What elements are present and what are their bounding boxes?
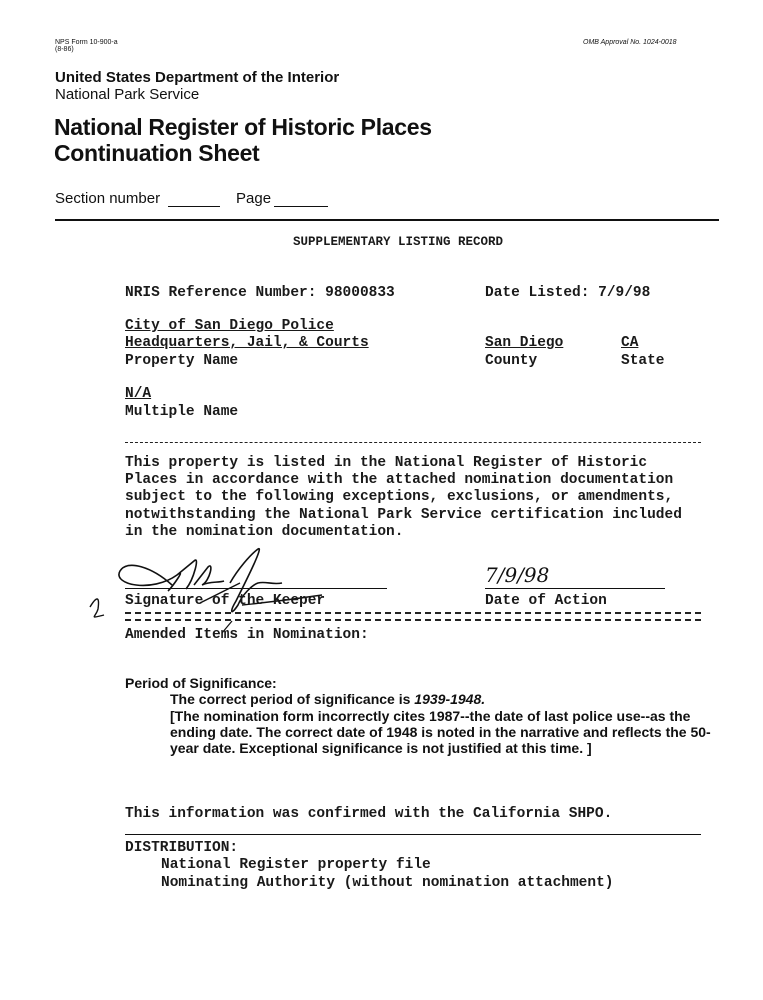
signature-label: Signature of the Keeper bbox=[125, 593, 326, 609]
state-label: State bbox=[621, 353, 665, 369]
record-heading: SUPPLEMENTARY LISTING RECORD bbox=[293, 235, 504, 249]
dashed-separator bbox=[125, 442, 701, 443]
section-number-label: Section number bbox=[55, 190, 161, 207]
form-date: (8-86) bbox=[55, 46, 74, 53]
amendment-note-line-2: ending date. The correct date of 1948 is noted in the narrative and reflects the 50- bbox=[170, 724, 711, 740]
amendment-note-line-1: [The nomination form incorrectly cites 1987--the date of last police use--as the bbox=[170, 708, 691, 724]
amendment-note-line-3: year date. Exceptional significance is not justified at this time. ] bbox=[170, 740, 592, 756]
statement-line-3: subject to the following exceptions, exclusions, or amendments, bbox=[125, 489, 674, 505]
property-name-line2: Headquarters, Jail, & Courts bbox=[125, 335, 369, 351]
page-label: Page bbox=[236, 190, 272, 207]
amended-items-label: Amended Items in Nomination: bbox=[125, 627, 369, 643]
multiple-name-value: N/A bbox=[125, 386, 152, 402]
distribution-label: DISTRIBUTION: bbox=[125, 840, 239, 856]
double-separator bbox=[125, 612, 701, 621]
statement-line-4: notwithstanding the National Park Service certification included bbox=[125, 507, 682, 523]
footer-divider bbox=[125, 834, 701, 835]
department-name: United States Department of the Interior bbox=[55, 69, 340, 86]
confirmation-text: This information was confirmed with the California SHPO. bbox=[125, 806, 613, 822]
form-subtitle: Continuation Sheet bbox=[54, 140, 260, 166]
county-value: San Diego bbox=[485, 335, 564, 351]
period-heading: Period of Significance: bbox=[125, 675, 277, 691]
omb-approval: OMB Approval No. 1024-0018 bbox=[583, 39, 677, 46]
period-correction-value: 1939-1948. bbox=[414, 691, 486, 707]
date-of-action-line bbox=[485, 588, 665, 589]
property-name-label: Property Name bbox=[125, 353, 239, 369]
state-value: CA bbox=[621, 335, 639, 351]
nris-reference: NRIS Reference Number: 98000833 bbox=[125, 285, 395, 301]
distribution-item-1: National Register property file bbox=[161, 857, 431, 873]
header-divider bbox=[55, 219, 719, 221]
page-field bbox=[274, 206, 328, 207]
statement-line-2: Places in accordance with the attached nomination documentation bbox=[125, 472, 674, 488]
form-number: NPS Form 10-900-a bbox=[55, 39, 118, 46]
action-date-handwritten: 7/9/98 bbox=[485, 563, 550, 587]
section-number-field bbox=[168, 206, 220, 207]
county-label: County bbox=[485, 353, 538, 369]
keeper-signature bbox=[82, 545, 342, 635]
statement-line-1: This property is listed in the National Register of Historic bbox=[125, 455, 648, 471]
date-of-action-label: Date of Action bbox=[485, 593, 607, 609]
agency-name: National Park Service bbox=[55, 86, 200, 103]
date-listed: Date Listed: 7/9/98 bbox=[485, 285, 651, 301]
property-name-line1: City of San Diego Police bbox=[125, 318, 334, 334]
distribution-item-2: Nominating Authority (without nomination attachment) bbox=[161, 875, 614, 891]
period-correction bbox=[170, 691, 485, 707]
statement-line-5: in the nomination documentation. bbox=[125, 524, 404, 540]
signature-line bbox=[125, 588, 387, 589]
form-title: National Register of Historic Places bbox=[54, 114, 432, 140]
period-correction-text: The correct period of significance is bbox=[170, 691, 415, 707]
multiple-name-label: Multiple Name bbox=[125, 404, 239, 420]
